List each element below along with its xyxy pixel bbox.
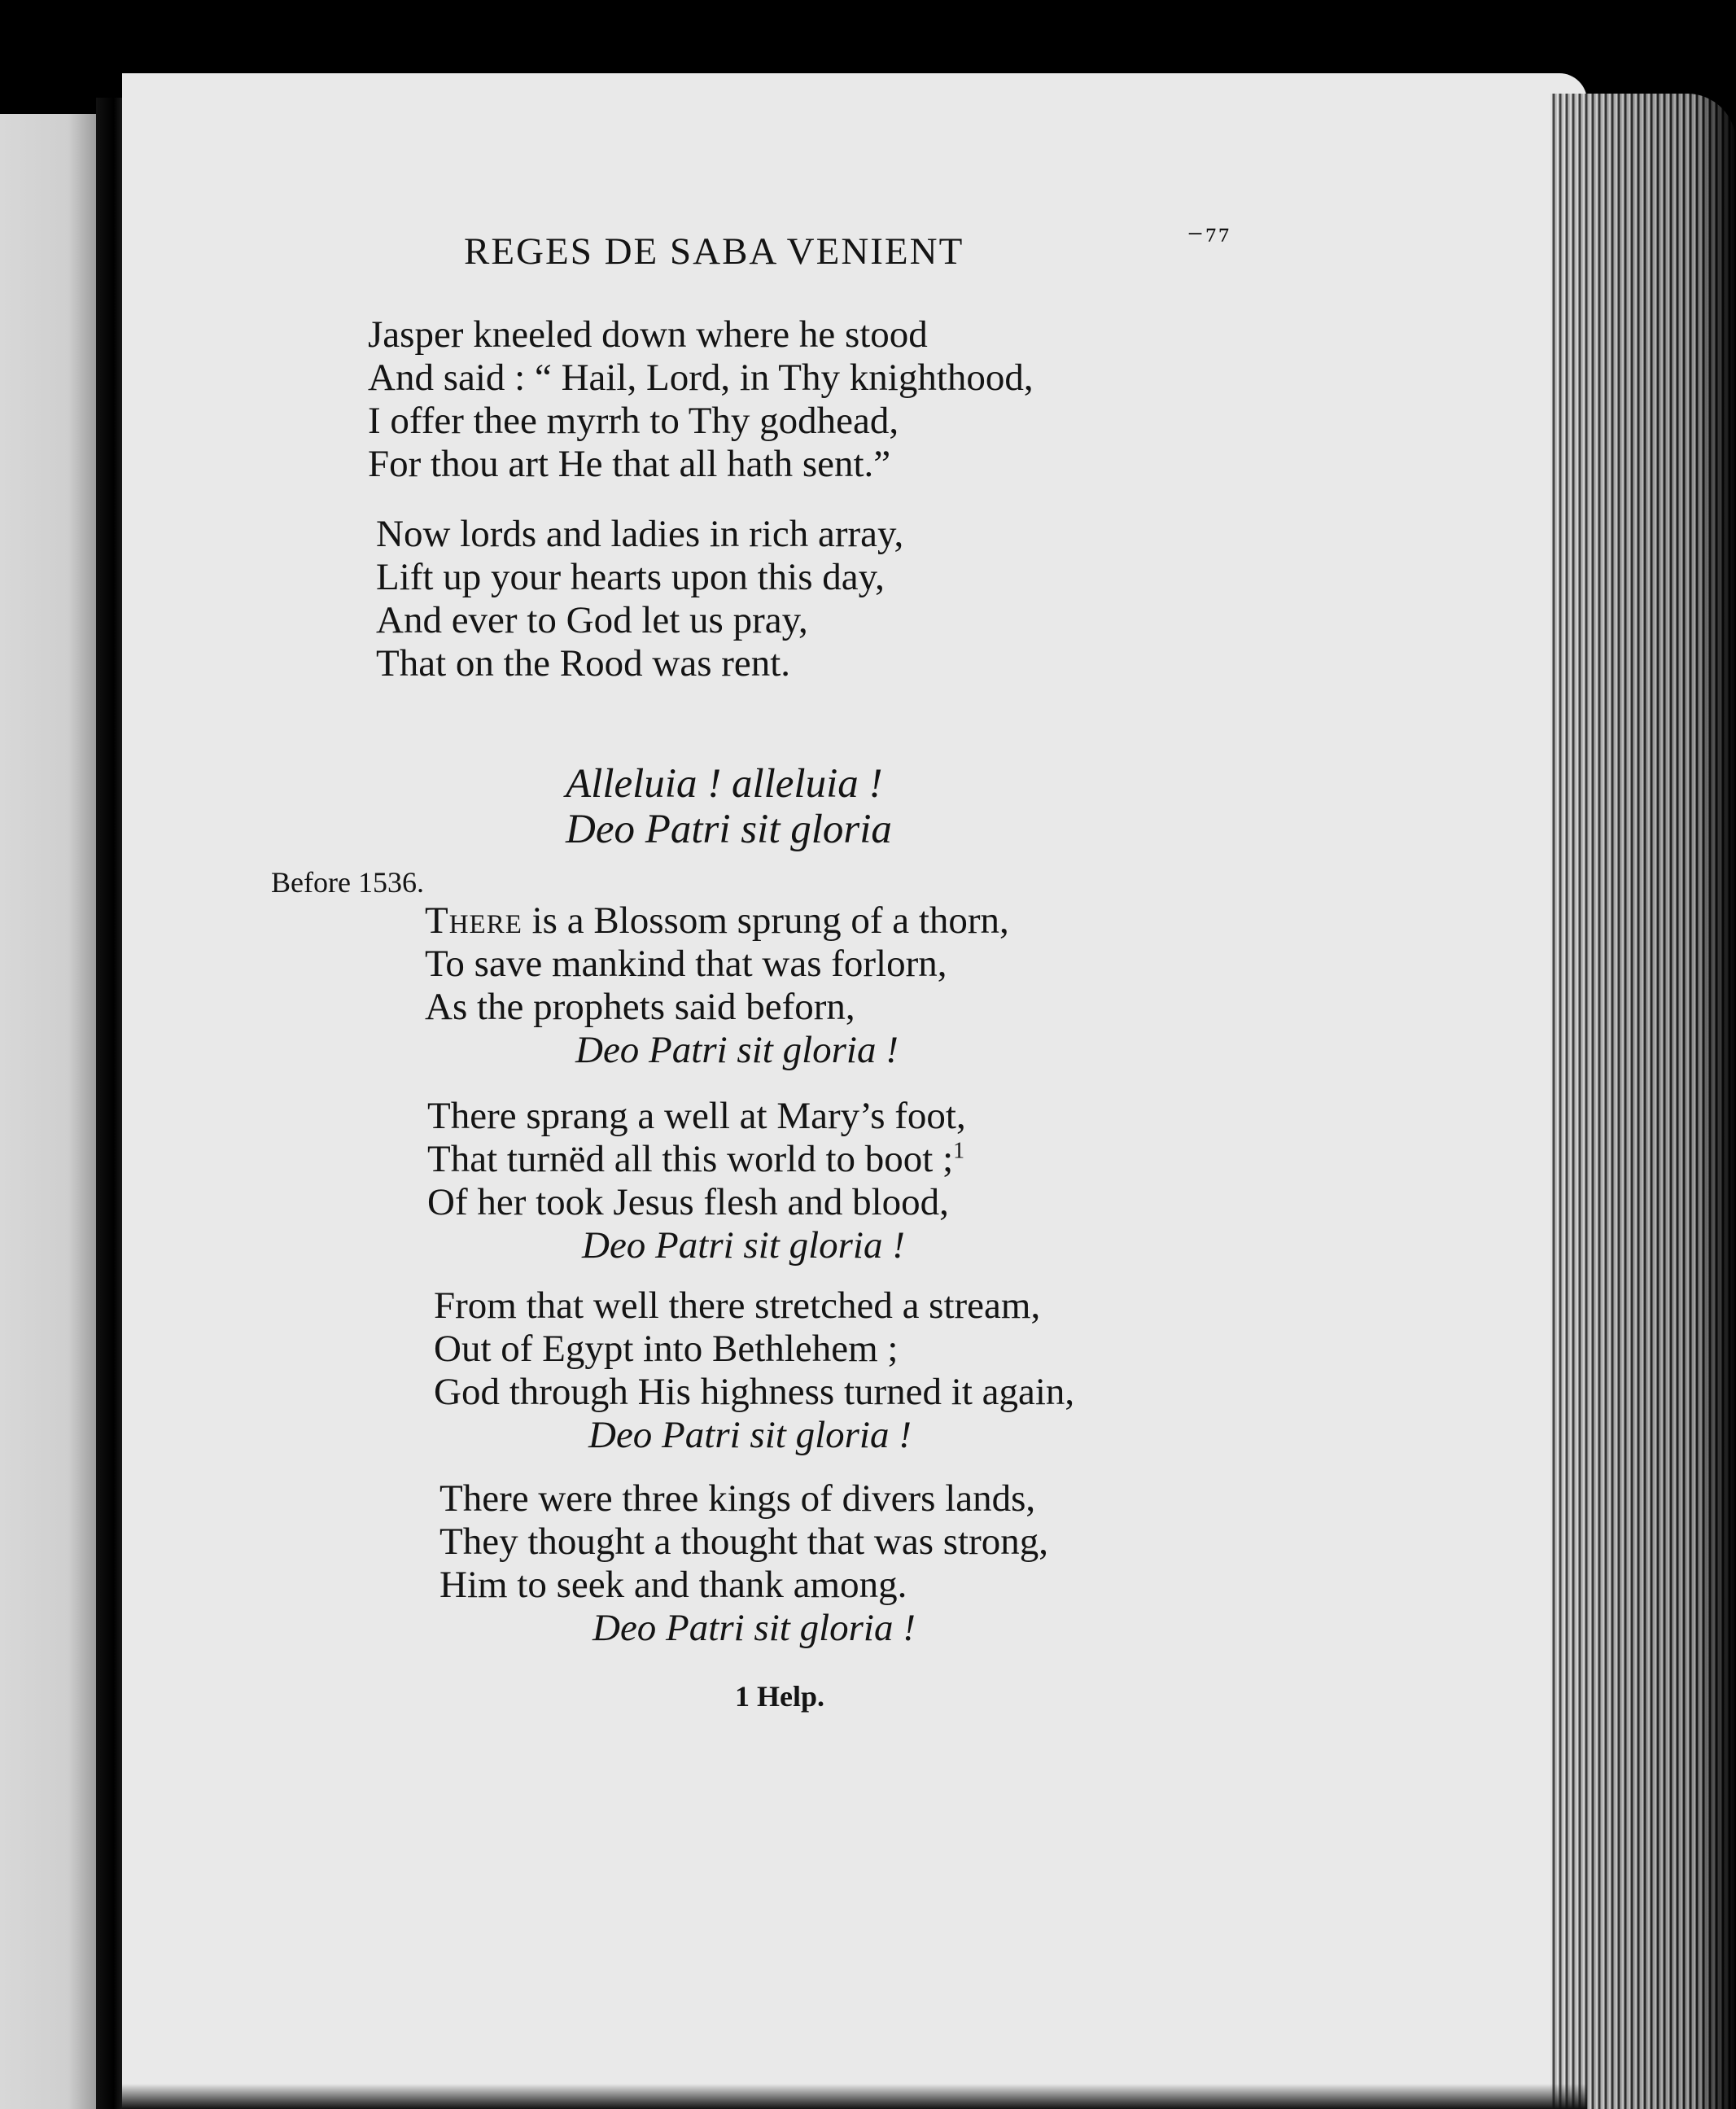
page-edges	[1550, 94, 1736, 2109]
verse-line: For thou art He that all hath sent.”	[368, 443, 891, 485]
footnote: 1 Help.	[735, 1680, 825, 1713]
verse-line: From that well there stretched a stream,	[434, 1284, 1041, 1327]
verse-line: Him to seek and thank among.	[439, 1564, 907, 1606]
stanza-2	[376, 513, 903, 685]
left-page-edge	[0, 114, 98, 2109]
carol-heading-line: Alleluia ! alleluia !	[566, 761, 883, 807]
verse-line-text: That turnëd all this world to boot ;	[427, 1138, 954, 1180]
date-margin-note: Before 1536.	[271, 866, 424, 899]
verse-line: God through His highness turned it again,	[434, 1371, 1075, 1413]
verse-line: Jasper kneeled down where he stood	[368, 313, 928, 356]
refrain-line: Deo Patri sit gloria !	[593, 1607, 916, 1649]
footnote-marker: 1	[953, 1138, 965, 1164]
verse-line: There were three kings of divers lands,	[439, 1477, 1036, 1520]
carol-verse-3	[434, 1284, 1074, 1457]
refrain-line: Deo Patri sit gloria !	[575, 1029, 899, 1071]
carol-verse-1	[425, 899, 1009, 1072]
refrain-line: Deo Patri sit gloria !	[582, 1224, 905, 1267]
verse-line: That on the Rood was rent.	[376, 642, 791, 685]
verse-line: There sprang a well at Mary’s foot,	[427, 1095, 966, 1137]
verse-line: Out of Egypt into Bethlehem ;	[434, 1328, 899, 1370]
verse-line: And said : “ Hail, Lord, in Thy knighthood,	[368, 357, 1034, 399]
refrain-line: Deo Patri sit gloria !	[588, 1414, 912, 1456]
running-title: REGES DE SABA VENIENT	[464, 230, 964, 273]
verse-line: They thought a thought that was strong,	[439, 1520, 1048, 1563]
verse-line-rest: is a Blossom sprung of a thorn,	[522, 899, 1009, 942]
verse-line-with-footnote	[427, 1138, 966, 1181]
drop-word: There	[425, 899, 523, 942]
carol-verse-2	[427, 1095, 966, 1267]
verse-line: Of her took Jesus flesh and blood,	[427, 1181, 949, 1223]
carol-heading	[566, 761, 892, 852]
verse-line: To save mankind that was forlorn,	[425, 943, 947, 985]
carol-heading-line: Deo Patri sit gloria	[566, 807, 892, 852]
verse-line: And ever to God let us pray,	[376, 599, 808, 641]
page-number: ⁻⁷⁷	[1187, 221, 1232, 257]
book-gutter	[96, 98, 125, 2109]
stanza-1	[368, 313, 1034, 486]
carol-verse-4	[439, 1477, 1048, 1650]
verse-line: Lift up your hearts upon this day,	[376, 556, 885, 598]
verse-line: I offer thee myrrh to Thy godhead,	[368, 400, 899, 442]
verse-line-first	[425, 899, 1009, 943]
verse-line: As the prophets said beforn,	[425, 986, 855, 1028]
page-bottom-shadow	[122, 2084, 1587, 2109]
verse-line: Now lords and ladies in rich array,	[376, 513, 904, 555]
